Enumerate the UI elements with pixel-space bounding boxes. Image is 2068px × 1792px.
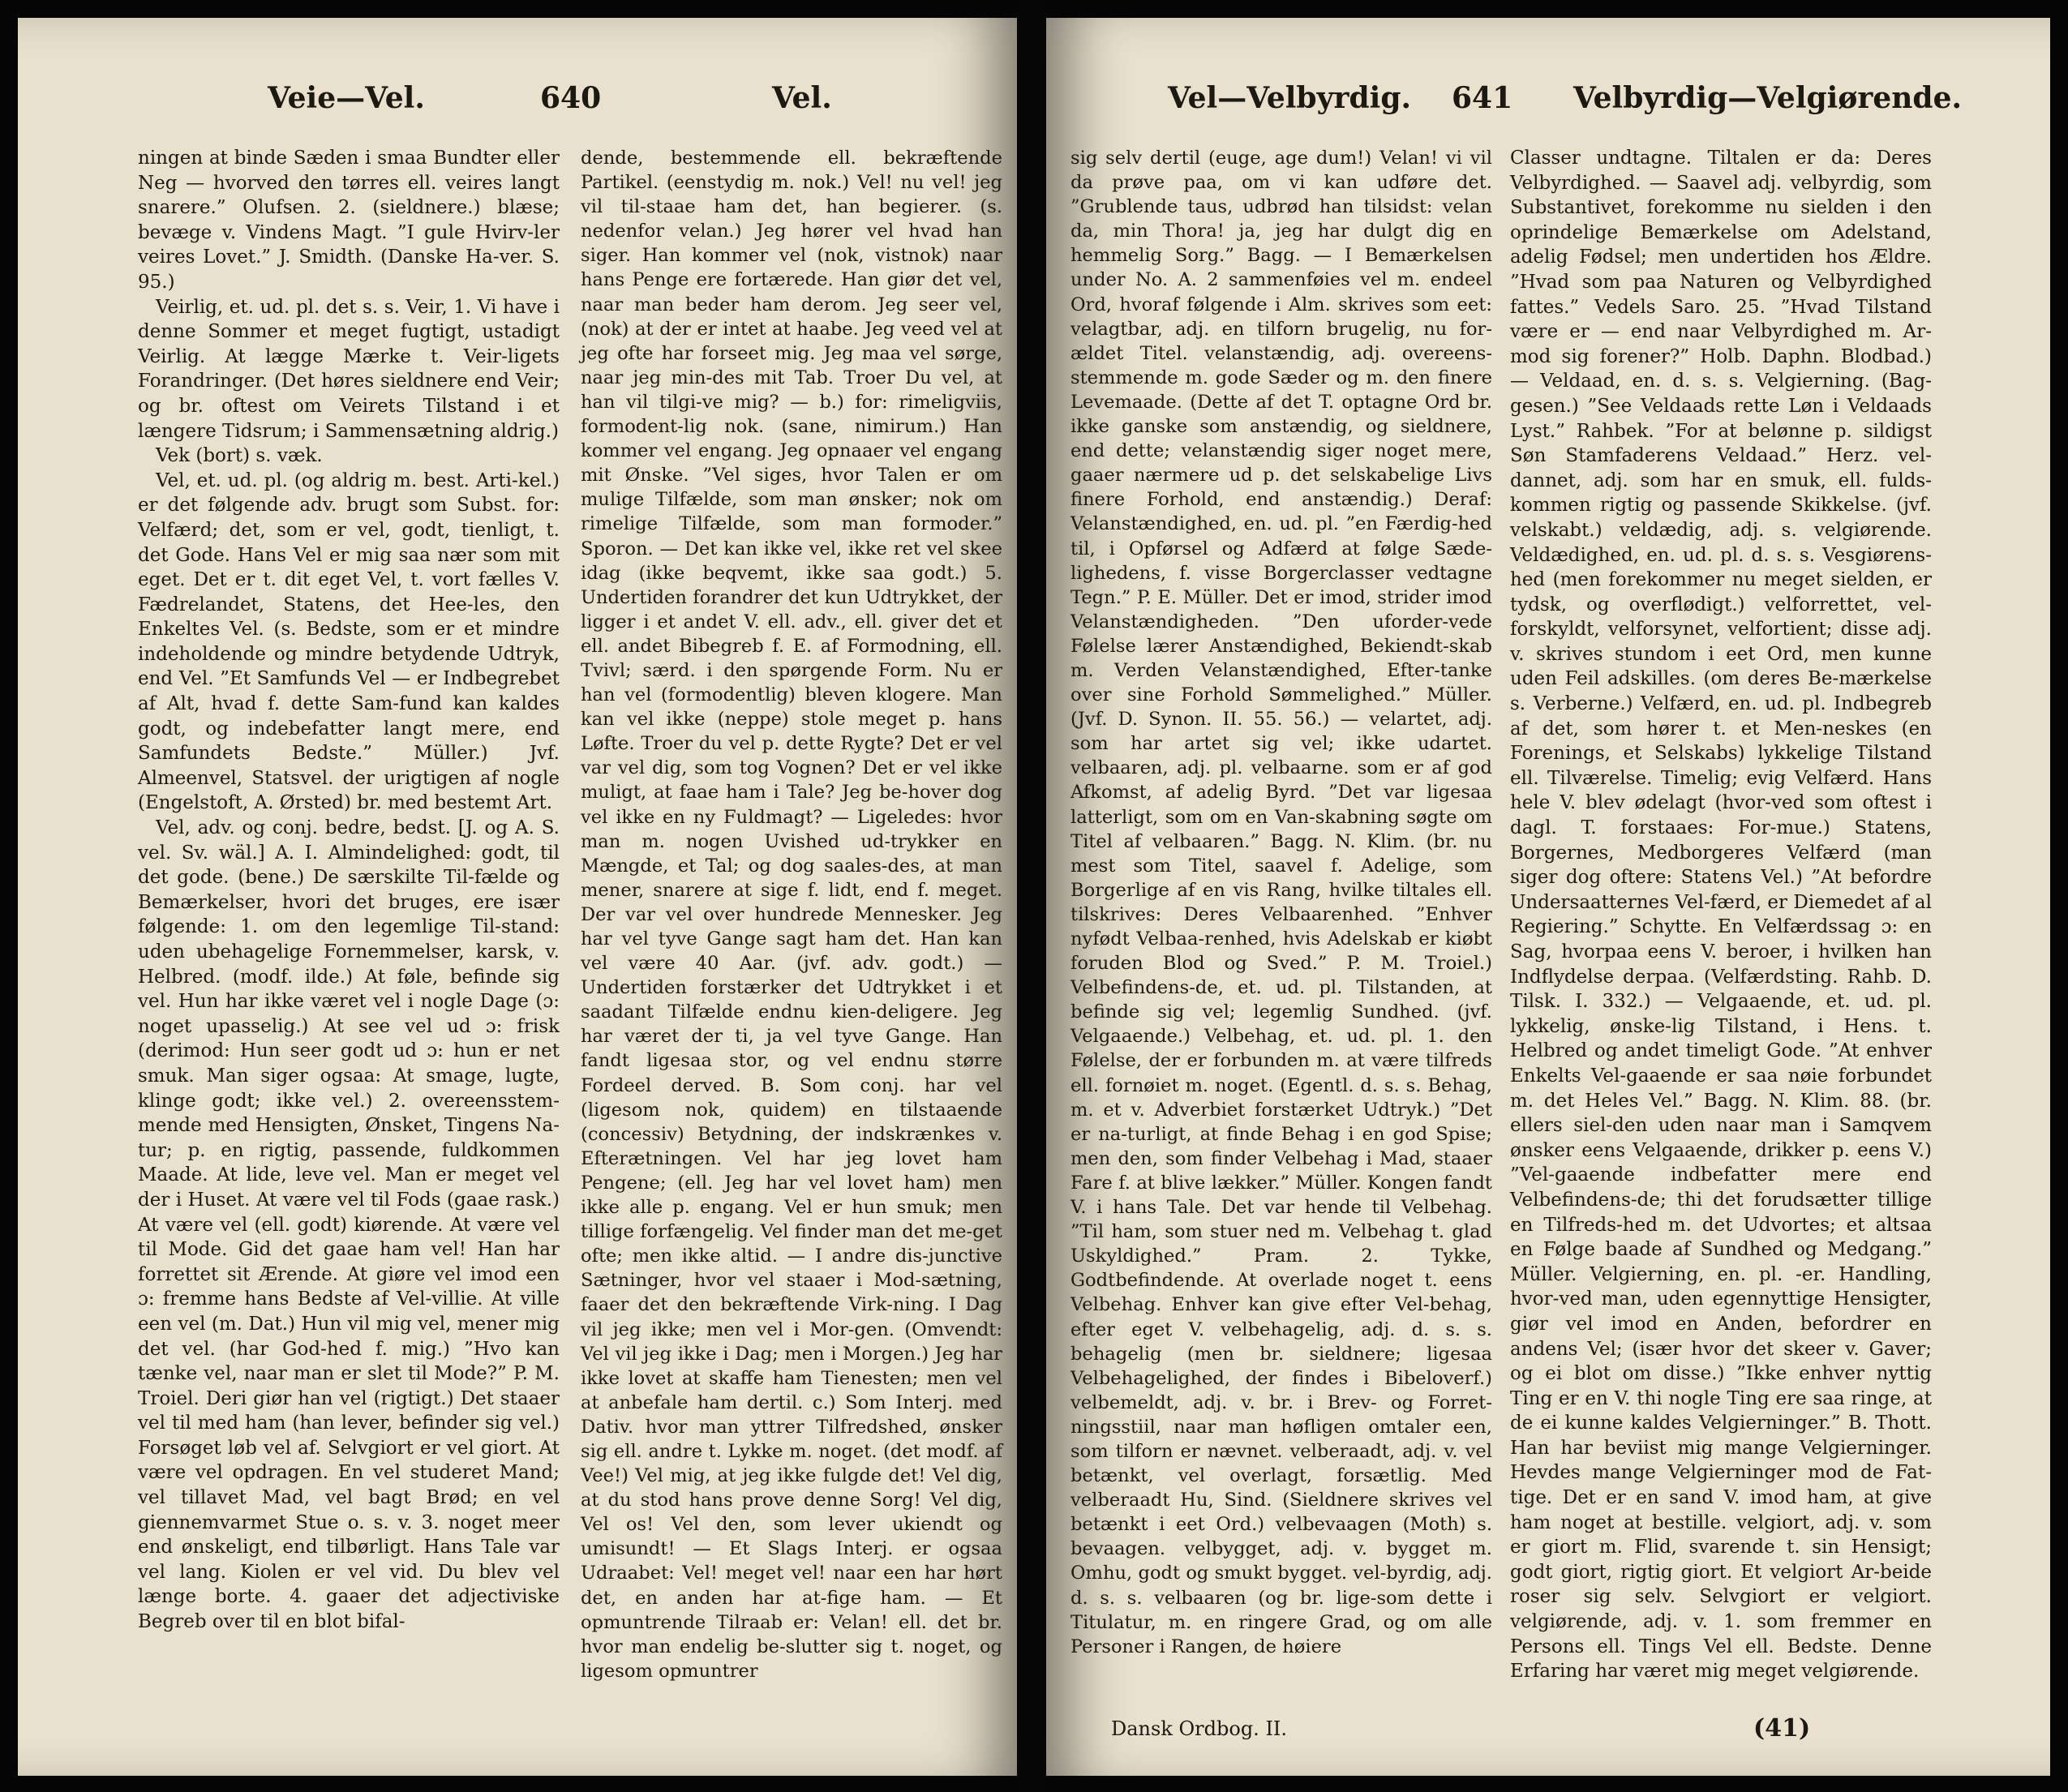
printer-signature: Dansk Ordbog. II.: [1111, 1717, 1288, 1740]
entry-paragraph: Vek (bort) s. væk.: [156, 445, 323, 467]
left-page-column-2: [581, 146, 1002, 1683]
sheet-number: (41): [1753, 1714, 1811, 1743]
left-page-header: [18, 81, 1017, 131]
entry-paragraph: dende, bestemmende ell. bekræftende Partikel. (eenstydig m. nok.) Vel! nu vel! jeg vil til-staae ham det, han begierer. (s. nedenfor velan.) Jeg hører vel hvad han siger. Han kommer vel (nok, vistnok) naar hans Penge ere fortærede. Han giør det vel, naar man beder ham derom. Jeg seer vel, (nok) at der er intet at haabe. Jeg veed vel at jeg ofte har forseet mig. Jeg maa vel sørge, naar jeg min-des mit Tab. Troer Du vel, at han vil tilgi-ve mig? — b.) for: rimeligviis, formodent-lig nok. (sane, nimirum.) Han kommer vel engang. Jeg opnaaer vel engang mit Ønske. ”Vel siges, hvor Talen er om mulige Tilfælde, som man ønsker; nok om rimelige Tilfælde, som man formoder.” Sporon. — Det kan ikke vel, ikke ret vel skee idag (ikke beqvemt, ikke saa godt.) 5. Undertiden forandrer det kun Udtrykket, der ligger i et andet V. ell. adv., ell. giver det et ell. andet Bibegreb f. E. af Formodning, ell. Tvivl; særd. i den spørgende Form. Nu er han vel (formodentlig) bleven klogere. Man kan vel ikke (neppe) stole meget p. hans Løfte. Troer du vel p. dette Rygte? Det er vel var vel dig, som tog Vognen? Det er vel ikke muligt, at faae ham i Tale? Jeg be-hover dog vel ikke en ny Fuldmagt? — Ligeledes: hvor man m. nogen Uvished ud-trykker en Mængde, et Tal; og dog saales-des, at man mener, snarere at sige f. lidt, end f. meget. Der var vel over hundrede Mennesker. Jeg har vel tyve Gange sagt ham det. Han kan vel være 40 Aar. (jvf. adv. godt.) — Undertiden forstærker det Udtrykket i et saadant Tilfælde endnu kien-deligere. Jeg har været der ti, ja vel tyve Gange. Han fandt ligesaa stor, og vel endnu større Fordeel derved. B. Som conj. har vel (ligesom nok, quidem) en tilstaaende (concessiv) Betydning, der indskrænkes v. Efterætningen. Vel har jeg lovet ham Pengene; (ell. Jeg har vel lovet ham) men ikke alle p. engang. Vel er hun smuk; men tillige forfængelig. Vel finder man det me-get ofte; men ikke altid. — I andre dis-junctive Sætninger, hvor vel staaer i Mod-sætning, faaer det den bekræftende Virk-ning. I Dag vil jeg ikke; men vel i Mor-gen. (Omvendt: Vel vil jeg ikke i Dag; men i Morgen.) Jeg har ikke lovet at skaffe ham Tienesten; men vel at anbefale ham dertil. c.) Som Interj. med Dativ. hvor man yttrer Tilfredshed, ønsker sig ell. andre t. Lykke m. noget. (det modf. af Vee!) Vel mig, at jeg ikke fulgde det! Vel dig, at du stod hans prove denne Sorg! Vel dig, Vel os! Vel den, som lever ukiendt og umisundt! — Et Slags Interj. er ogsaa Udraabet: Vel! meget vel! naar een har hørt det, en anden har at-fige ham. — Et opmuntrende Tilraab er: Velan! ell. det br. hvor man endelig be-slutter sig t. noget, og ligesom opmuntrer: [581, 148, 1002, 1682]
left-header-keyword-left: Veie—Vel.: [268, 81, 425, 115]
right-page-number: 641: [1452, 81, 1513, 115]
entry-paragraph: Classer undtagne. Tiltalen er da: Deres Velbyrdighed. — Saavel adj. velbyrdig, som Substantivet, forekomme nu sielden i den oprindelige Bemærkelse om Adelstand, adelig Fødsel; men undertiden hos Ældre. ”Hvad som paa Naturen og Velbyrdighed fattes.” Vedels Saro. 25. ”Hvad Tilstand være er — end naar Velbyrdighed m. Ar-mod sig forener?” Holb. Daphn. Blodbad.) — Veldaad, en. d. s. s. Velgierning. (Bag-gesen.) ”See Veldaads rette Løn i Veldaads Lyst.” Rahbek. ”For at belønne p. sildigst Søn Stamfaderens Veldaad.” Herz. vel-dannet, adj. som har en smuk, ell. fulds-kommen rigtig og passende Skikkelse. (jvf. velskabt.) veldædig, adj. s. velgiørende. Veldædighed, en. ud. pl. d. s. s. Vesgiørens-hed (men forekommer nu meget sielden, er tydsk, og overflødigt.) velforrettet, vel-forskyldt, velforsynet, velfortient; disse adj. v. skrives stundom i eet Ord, men kunne uden Feil adskilles. (om deres Be-mærkelse s. Verberne.) Velfærd, en. ud. pl. Indbegreb af det, som hører t. et Men-neskes (en Forenings, et Selskabs) lykkelige Tilstand ell. Tilværelse. Timelig; evig Velfærd. Hans hele V. blev ødelagt (hvor-ved som oftest i dagl. T. forstaaes: For-mue.) Statens, Borgernes, Medborgeres Velfærd (man siger dog oftere: Statens Vel.) ”At befordre Undersaatternes Vel-færd, er Diemedet af al Regiering.” Schytte. En Velfærdssag ɔ: en Sag, hvorpaa eens V. beroer, i hvilken han Indflydelse derpaa. (Velfærdsting. Rahb. D. Tilsk. I. 332.) — Velgaaende, et. ud. pl. lykkelig, ønske-lig Tilstand, i Hens. t. Helbred og andet timeligt Gode. ”At enhver Enkelts Vel-gaaende er saa nøie forbundet m. det Heles Vel.” Bagg. N. Klim. 88. (br. ellers siel-den uden naar man i Samqvem ønsker eens Velgaaende, drikker p. eens V.) ”Vel-gaaende indbefatter mere end Velbefindens-de; thi det forudsætter tillige en Tilfreds-hed m. det Udvortes; et altsaa en Følge baade af Sundhed og Medgang.” Müller. Velgierning, en. pl. -er. Handling, hvor-ved man, uden egennyttige Hensigter, giør vel imod en Anden, befordrer en andens Vel; (især hvor det skeer v. Gaver; og ei blot om disse.) ”Ikke enhver nyttig Ting er en V. thi nogle Ting ere saa ringe, at de ei kunne kaldes Velgierninger.” B. Thott. Han har beviist mig mange Velgierninger. Hevdes mange Velgierninger mod de Fat-tige. Det er en sand V. imod ham, at give ham noget at bestille. velgiort, adj. v. som er giort m. Flid, svarende t. sin Hensigt; godt giort, rigtig giort. Et velgiort Ar-beide roser sig selv. Selvgiort er velgiort. velgiørende, adj. v. 1. som fremmer en Persons ell. Tings Vel ell. Bedste. Denne Erfaring har været mig meget velgiørende.: [1510, 148, 1932, 1683]
left-page: [18, 18, 1017, 1776]
right-page: [1046, 18, 2050, 1776]
right-page-header: [1046, 81, 2050, 131]
left-header-keyword-right: Vel.: [772, 81, 832, 115]
right-page-column-1: [1070, 146, 1492, 1659]
right-page-column-2: [1510, 146, 1932, 1684]
left-page-number: 640: [540, 81, 602, 115]
entry-paragraph: Vel, et. ud. pl. (og aldrig m. best. Arti-kel.) er det følgende adv. brugt som Subst. for: Velfærd; det, som er vel, godt, tienligt, t. det Gode. Hans Vel er mig saa nær som mit eget. Det er t. dit eget Vel, t. vort fælles V. Fædrelandet, Statens, det Hee-les, den Enkeltes Vel. (s. Bedste, som er et mindre indeholdende og mindre betydende Udtryk, end Vel. ”Et Samfunds Vel — er Indbegrebet af Alt, hvad f. dette Sam-fund kan kaldes godt, og indebefatter langt mere, end Samfundets Bedste.” Müller.) Jvf. Almeenvel, Statsvel. der urigtigen af nogle (Engelstoft, A. Ørsted) br. med bestemt Art.: [138, 469, 560, 814]
book-gutter: [1017, 0, 1046, 1792]
entry-paragraph: sig selv dertil (euge, age dum!) Velan! vi vil da prøve paa, om vi kan udføre det. ”Grublende taus, udbrød han tilsidst: velan da, min Thora! ja, jeg har dulgt dig en hemmelig Sorg.” Bagg. — I Bemærkelsen under No. A. 2 sammenføies vel m. endeel Ord, hvoraf følgende i Alm. skrives som eet: velagtbar, adj. en tilforn brugelig, nu for-ældet Titel. velanstændig, adj. overeens-stemmende m. gode Sæder og m. den finere Levemaade. (Dette af det T. optagne Ord br. ikke ganske som anstændig, og sieldnere, end dette; velanstændig siger noget mere, gaaer nærmere ud p. det selskabelige Livs finere Forhold, end anstændig.) Deraf: Velanstændighed, en. ud. pl. ”en Færdig-hed til, i Opførsel og Adfærd at følge Sæde-lighedens, f. visse Borgerclasser vedtagne Tegn.” P. E. Müller. Det er imod, strider imod Velanstændigheden. ”Den uforder-vede Følelse lærer Anstændighed, Bekiendt-skab m. Verden Velanstændighed, Efter-tanke over sine Forhold Sømmelighed.” Müller. (Jvf. D. Synon. II. 55. 56.) — velartet, adj. som har artet sig vel; ikke udartet. velbaaren, adj. pl. velbaarne. som er af god Afkomst, af adelig Byrd. ”Det var ligesaa latterligt, som om en Van-skabning søgte om Titel af velbaaren.” Bagg. N. Klim. (br. nu mest som Titel, saavel f. Adelige, som Borgerlige af en vis Rang, hvilke tiltales ell. tilskrives: Deres Velbaarenhed. ”Enhver nyfødt Velbaa-renhed, hvis Adelskab er kiøbt foruden Blod og Sved.” P. M. Troiel.) Velbefindens-de, et. ud. pl. Tilstanden, at befinde sig vel; legemlig Sundhed. (jvf. Velgaaende.) Velbehag, et. ud. pl. 1. den Følelse, der er forbunden m. at være tilfreds ell. fornøiet m. noget. (Egentl. d. s. s. Behag, m. et v. Adverbiet forstærket Udtryk.) ”Det er na-turligt, at finde Behag i en god Spise; men den, som finder Velbehag i Mad, staaer Fare f. at blive lækker.” Müller. Kongen fandt V. i hans Tale. Det var hende til Velbehag. ”Til ham, som stuer ned m. Velbehag t. glad Uskyldighed.” Pram. 2. Tykke, Godtbefindende. At overlade noget t. eens Velbehag. Enhver kan give efter Vel-behag, efter eget V. velbehagelig, adj. d. s. s. behagelig (men br. sieldnere; ligesaa Velbehagelighed, der findes i Bibeloverf.) velbemeldt, adj. v. br. i Brev- og Forret-ningsstiil, naar man høfligen omtaler een, som tilforn er nævnet. velberaadt, adj. v. vel betænkt, vel overlagt, forsætlig. Med velberaadt Hu, Sind. (Sieldnere skrives vel betænkt i eet Ord.) velbevaagen (Moth) s. bevaagen. velbygget, adj. v. bygget m. Omhu, godt og smukt bygget. vel-byrdig, adj. d. s. s. velbaaren (og br. lige-som dette i Titulatur, m. en ringere Grad, og om alle Personer i Rangen, de høiere: [1070, 148, 1492, 1657]
entry-paragraph: Vel, adv. og conj. bedre, bedst. [J. og A. S. vel. Sv. wäl.] A. I. Almindelighed: godt, til det gode. (bene.) De særskilte Til-fælde og Bemærkelser, hvori det bruges, ere især følgende: 1. om den legemlige Til-stand: uden ubehagelige Fornemmelser, karsk, v. Helbred. (modf. ilde.) At føle, befinde sig vel. Hun har ikke været vel i nogle Dage (ɔ: noget upasselig.) At see vel ud ɔ: frisk (derimod: Hun seer godt ud ɔ: hun er net smuk. Man siger ogsaa: At smage, lugte, klinge godt; ikke vel.) 2. overeensstem-mende med Hensigten, Ønsket, Tingens Na-tur; p. en rigtig, passende, fuldkommen Maade. At lide, leve vel. Man er meget vel der i Huset. At være vel til Fods (gaae rask.) At være vel (ell. godt) kiørende. At være vel til Mode. Gid det gaae ham vel! Han har forrettet sit Ærende. At giøre vel imod een ɔ: fremme hans Bedste af Vel-villie. At ville een vel (m. Dat.) Hun vil mig vel, mener mig det vel. (har God-hed f. mig.) ”Hvo kan tænke vel, naar man er slet til Mode?” P. M. Troiel. Deri giør han vel (rigtigt.) Det staaer vel til med ham (han lever, befinder sig vel.) Forsøget løb vel af. Selvgiort er vel giort. At være vel opdragen. En vel studeret Mand; vel tillavet Mad, vel bagt Brød; en vel giennemvarmet Stue o. s. v. 3. noget meer end ønskeligt, end tilbørligt. Hans Tale var vel lang. Kiolen er vel vid. Du blev vel længe borte. 4. gaaer det adjectiviske Begreb over til en blot bifal-: [138, 817, 560, 1633]
entry-paragraph: Veirlig, et. ud. pl. det s. s. Veir, 1. Vi have i denne Sommer et meget fugtigt, ustadigt Veirlig. At lægge Mærke t. Veir-ligets Forandringer. (Det høres sieldnere end Veir; og br. oftest om Veirets Tilstand i et længere Tidsrum; i Sammensætning aldrig.): [138, 296, 560, 442]
right-header-keyword-left: Vel—Velbyrdig.: [1168, 81, 1412, 115]
left-page-column-1: [138, 146, 560, 1635]
right-header-keyword-right: Velbyrdig—Velgiørende.: [1573, 81, 1963, 115]
entry-paragraph: ningen at binde Sæden i smaa Bundter eller Neg — hvorved den tørres ell. veires langt snarere.” Olufsen. 2. (sieldnere.) blæse; bevæge v. Vindens Magt. ”I gule Hvirv-ler veires Lovet.” J. Smidth. (Danske Ha-ver. S. 95.): [138, 148, 560, 293]
